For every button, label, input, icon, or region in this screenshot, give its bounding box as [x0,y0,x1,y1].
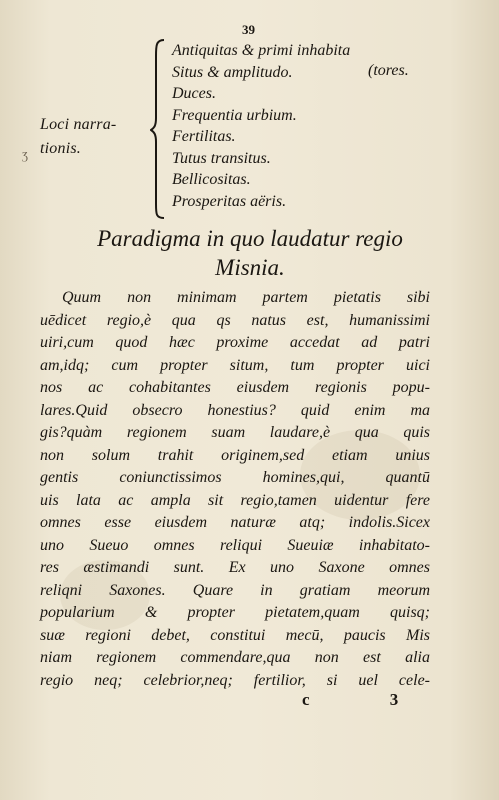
text-line: suæ regioni debet, constitui mecū, paucis Mis [40,626,430,644]
topic-tail: (tores. [368,62,409,79]
text-line: uēdicet regio,è qua qs natus est, humanissimi [40,311,430,329]
loci-label [40,113,116,161]
text-line: gentis coniunctissimos homines,qui, quantū [40,469,430,486]
topic-item: Antiquitas & primi inhabita [172,42,351,59]
text-line: uiri,cum quod hæc proxime accedat ad patri [40,334,430,351]
text-line: uis lata ac ampla sit regio,tamen uidentur fere [40,491,430,509]
topic-item: Fertilitas. [172,128,236,145]
body-text [40,287,430,692]
text-line: Quum non minimam partem pietatis sibi [62,289,430,306]
margin-mark: Ʒ [22,150,28,162]
text-line: gis?quàm regionem suam laudare,è qua quis [40,424,430,441]
text-line: niam regionem commendare,qua non est alia [40,649,430,666]
catchword-signature: c 3 [302,690,437,709]
topic-item: Situs & amplitudo. [172,63,293,81]
loci-label-line: Loci narra- [40,116,117,133]
text-line: popularium & propter pietatem,quam quisq; [40,604,430,621]
loci-label-line: tionis. [40,140,81,157]
text-line: reliqni Saxones. Quare in gratiam meorum [40,581,430,599]
curly-brace-icon [150,38,166,220]
text-line: nos ac cohabitantes eiusdem regionis popu- [40,379,430,396]
topic-item: Frequentia urbium. [172,106,297,124]
topic-item: Bellicositas. [172,171,251,188]
topic-item: Tutus transitus. [172,149,271,167]
topic-item: Duces. [172,85,216,102]
text-line: lares.Quid obsecro honestius? quid enim ma [40,401,430,419]
text-line: non solum trahit originem,sed etiam unius [40,446,430,464]
text-line: res æstimandi sunt. Ex uno Saxone omnes [40,559,430,576]
text-line: am,idq; cum propter situm, tum propter uici [40,356,430,374]
heading-line: Misnia. [215,255,285,280]
text-line: regio neq; celebrior,neq; fertilior, si uel cele- [40,671,430,689]
text-line: omnes esse eiusdem naturæ atq; indolis.Sicex [40,514,430,531]
section-heading [50,224,450,282]
topic-item: Prosperitas aëris. [172,192,287,210]
text-line: uno Sueuo omnes reliqui Sueuiæ inhabitato- [40,536,430,554]
heading-line: Paradigma in quo laudatur regio [97,226,403,251]
page-number: 39 [242,22,255,37]
